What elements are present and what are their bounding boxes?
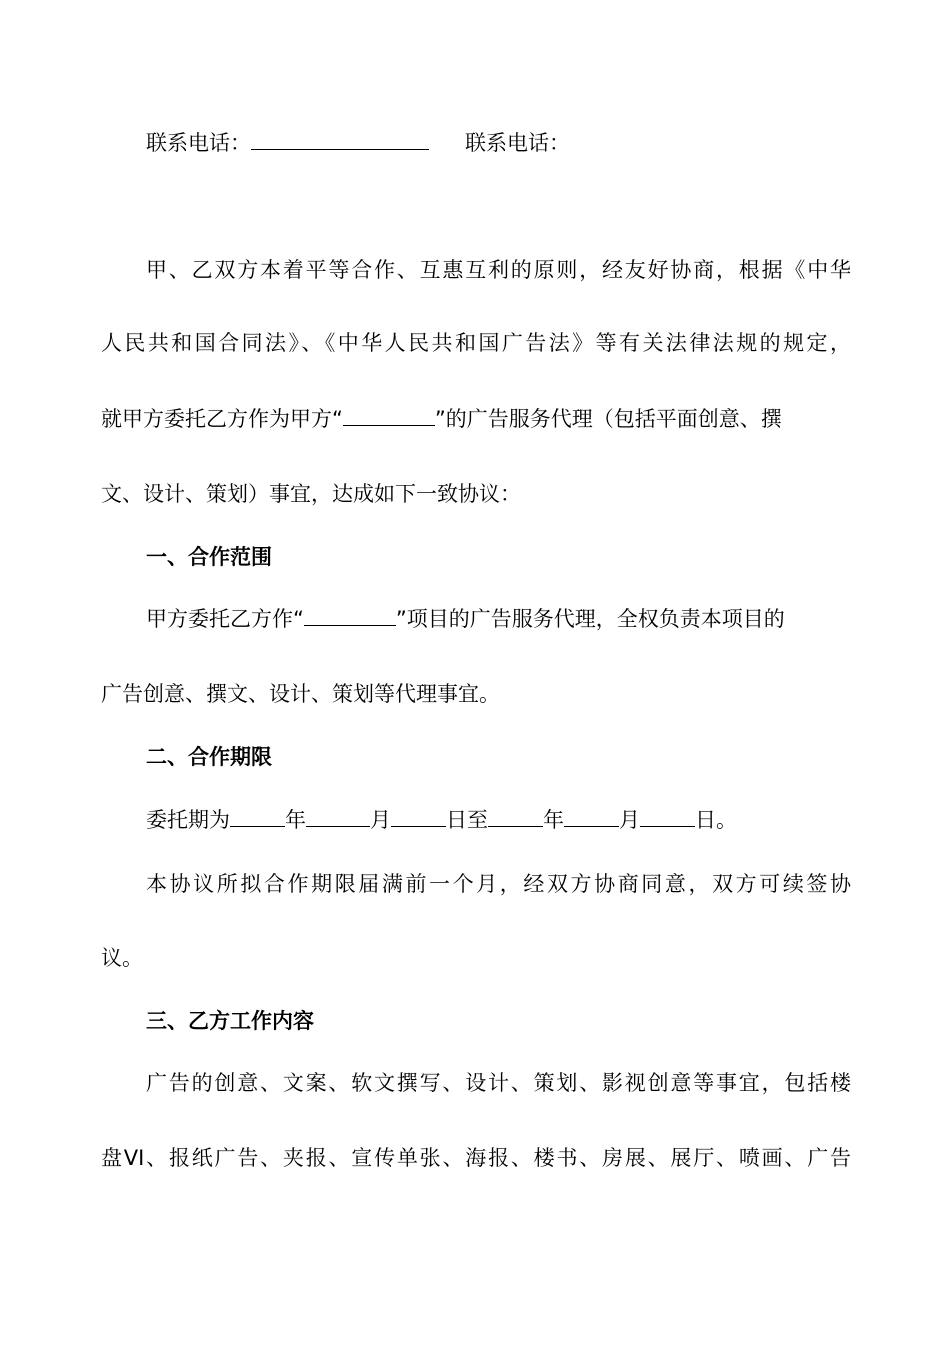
section-3-para-line-1: 广告的创意、文案、软文撰写、设计、策划、影视创意等事宜，包括楼: [146, 1071, 851, 1095]
intro-line-3-part-a: 就甲方委托乙方作为甲方“: [101, 407, 343, 431]
contact-phone-label-right: 联系电话：: [465, 131, 570, 155]
end-day-blank[interactable]: [640, 806, 695, 827]
section-1-para-part-b: ”项目的广告服务代理，全权负责本项目的: [395, 607, 785, 631]
section-1-para-part-a: 甲方委托乙方作“: [146, 607, 304, 631]
term-month-1: 月: [370, 808, 391, 832]
section-1-heading: 一、合作范围: [146, 545, 272, 569]
project-name-blank[interactable]: [343, 405, 435, 426]
intro-line-3: [101, 404, 851, 434]
term-day-end: 日。: [695, 808, 737, 832]
end-month-blank[interactable]: [564, 806, 619, 827]
term-month-2: 月: [619, 808, 640, 832]
intro-line-1: 甲、乙双方本着平等合作、互惠互利的原则，经友好协商，根据《中华: [146, 258, 851, 282]
term-prefix: 委托期为: [146, 808, 230, 832]
start-year-blank[interactable]: [230, 806, 285, 827]
section-3-heading: 三、乙方工作内容: [146, 1009, 314, 1033]
end-year-blank[interactable]: [488, 806, 543, 827]
section-2-para-line-1: 本协议所拟合作期限届满前一个月，经双方协商同意，双方可续签协: [146, 872, 851, 896]
start-month-blank[interactable]: [306, 806, 370, 827]
start-day-blank[interactable]: [391, 806, 446, 827]
section-1-para-line-2: 广告创意、撰文、设计、策划等代理事宜。: [101, 682, 500, 706]
term-year-2: 年: [543, 808, 564, 832]
section-1-para-line-1: [146, 604, 851, 634]
term-day-to: 日至: [446, 808, 488, 832]
contact-phone-label-left: 联系电话：: [146, 131, 251, 155]
section-2-heading: 二、合作期限: [146, 745, 272, 769]
contact-phone-blank-left[interactable]: [251, 129, 429, 150]
intro-line-3-part-b: ”的广告服务代理（包括平面创意、撰: [434, 407, 782, 431]
intro-line-2: 人民共和国合同法》、《中华人民共和国广告法》等有关法律法规的规定，: [101, 331, 851, 355]
project-blank-2[interactable]: [304, 605, 396, 626]
intro-line-4: 文、设计、策划）事宜，达成如下一致协议：: [101, 482, 521, 506]
term-line: [146, 805, 851, 835]
contact-row: [146, 128, 851, 158]
section-3-para-line-2: 盘VI、报纸广告、夹报、宣传单张、海报、楼书、房展、展厅、喷画、广告: [101, 1146, 851, 1170]
term-year-1: 年: [285, 808, 306, 832]
section-2-para-line-2: 议。: [101, 946, 143, 970]
